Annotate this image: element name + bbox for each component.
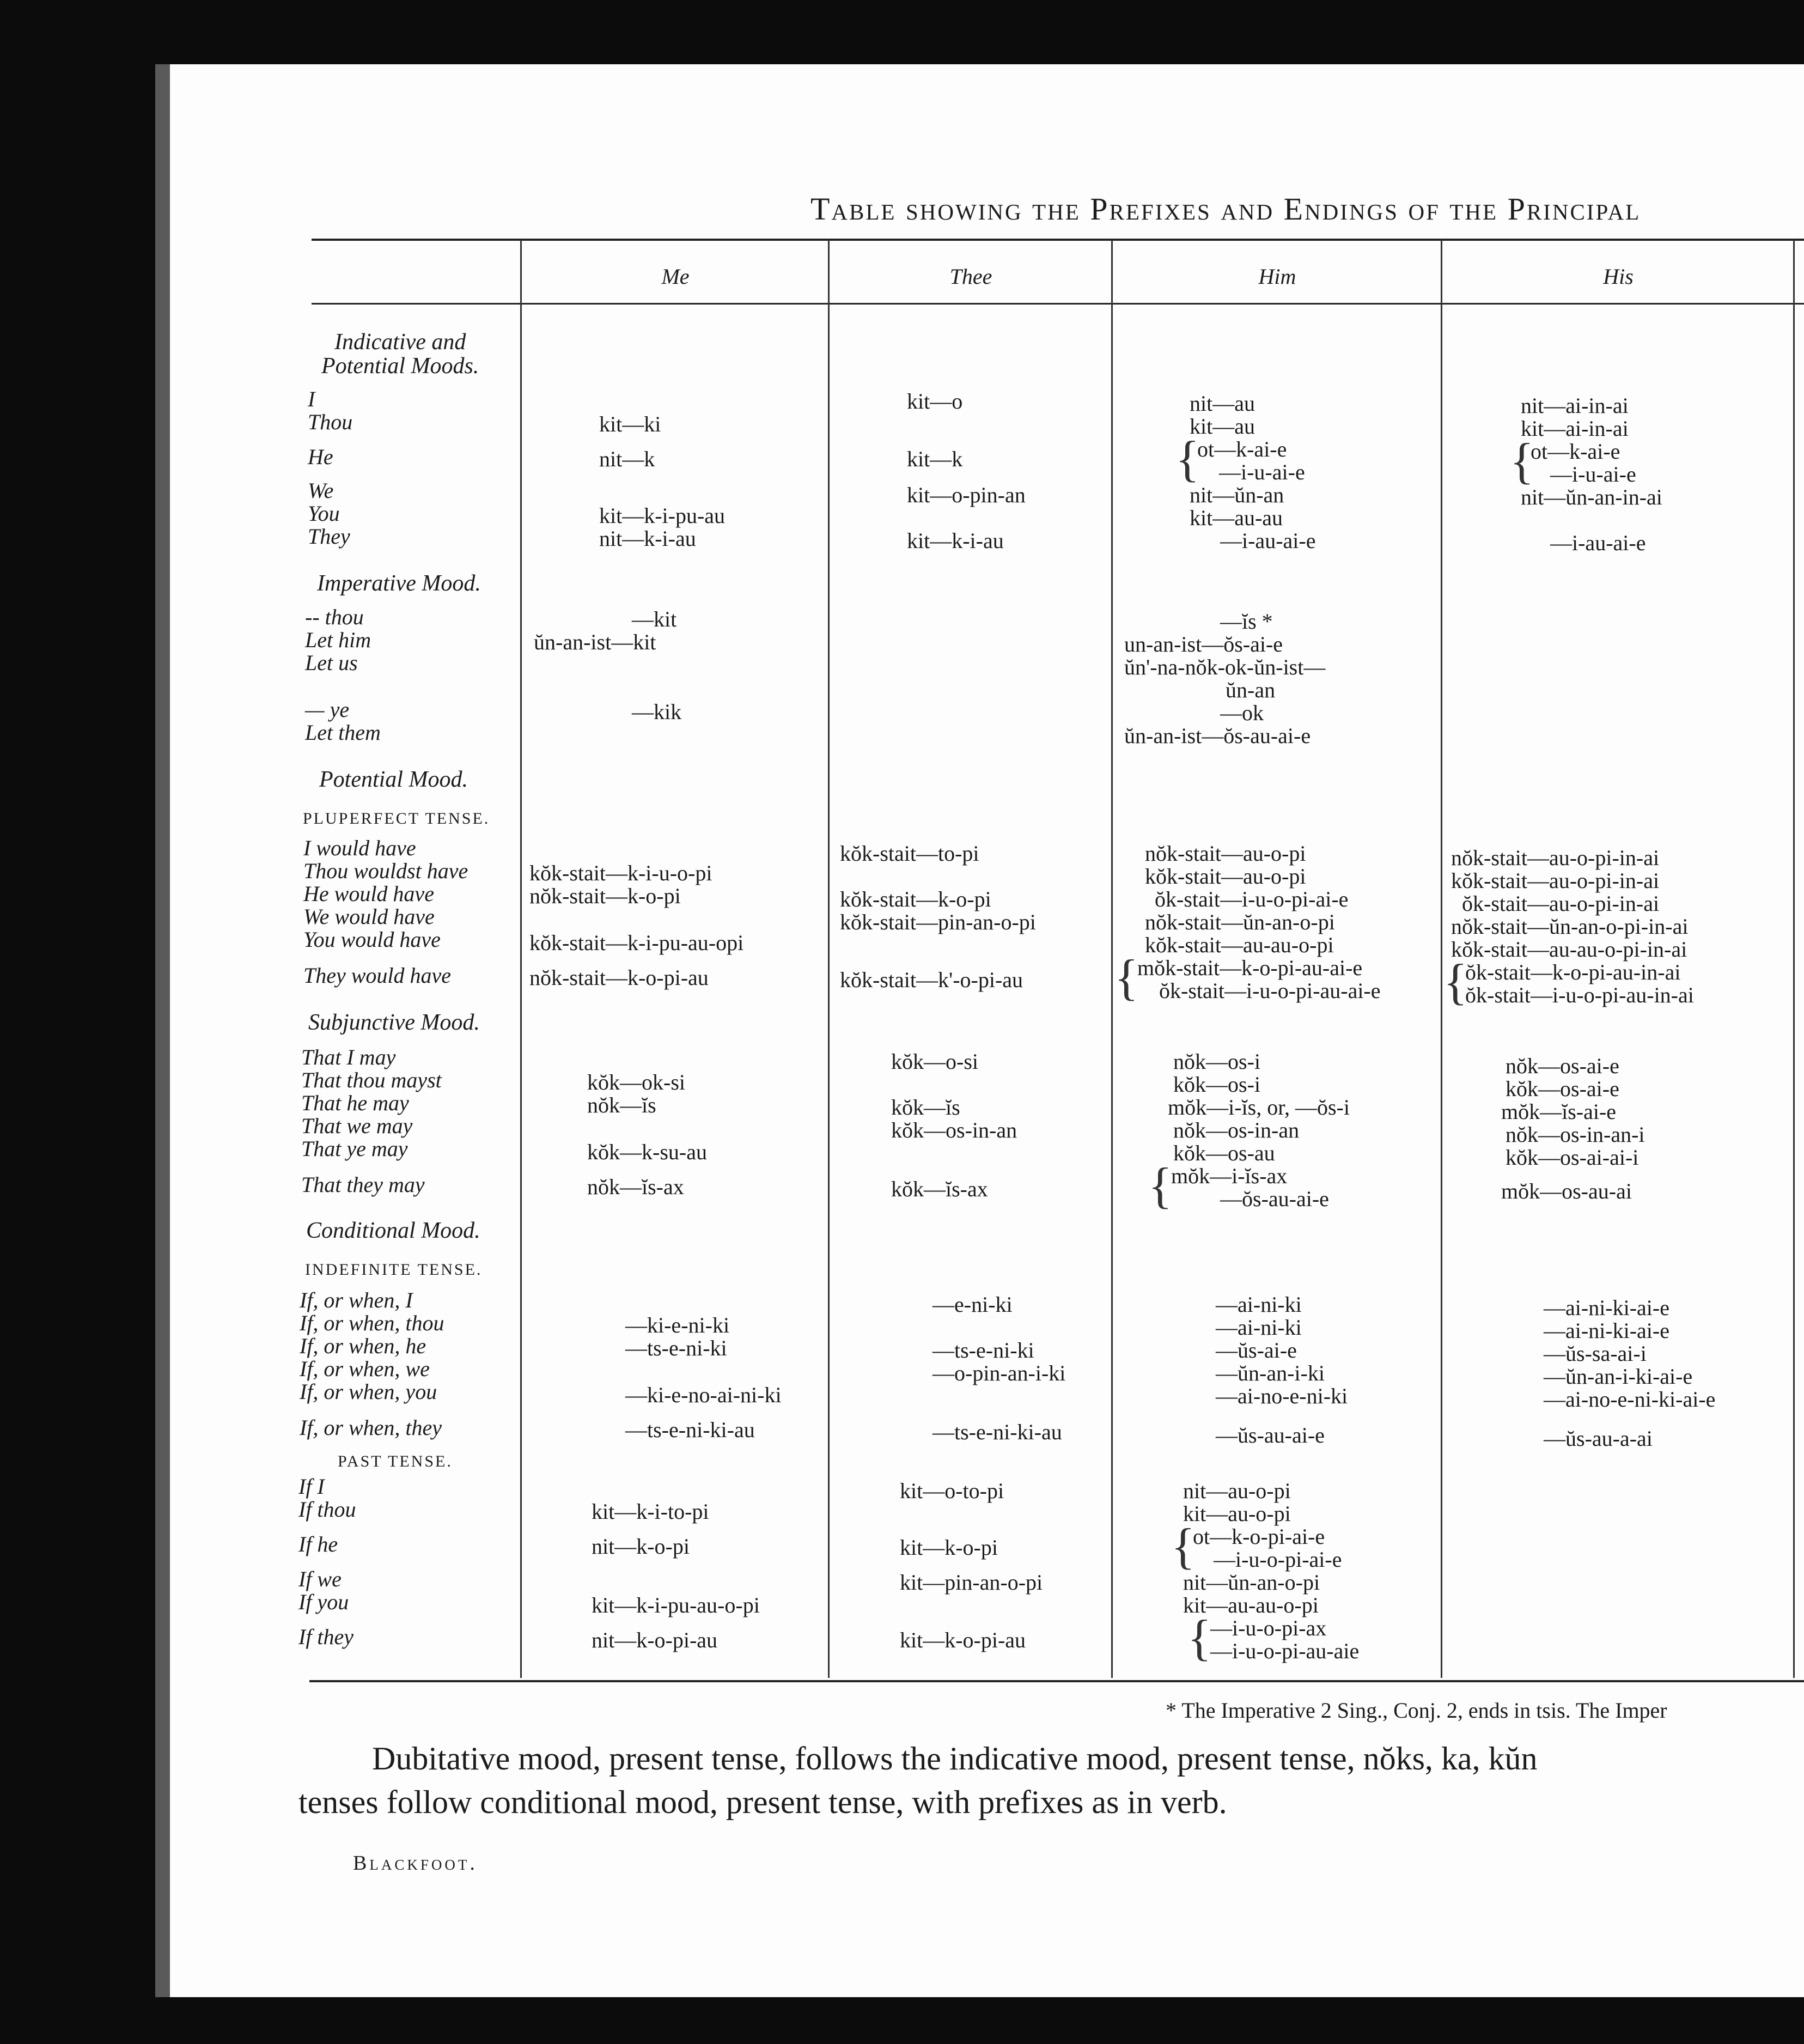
table-cell: —i-au-ai-e	[1220, 528, 1316, 553]
table-cell: mŏk—os-au-ai	[1501, 1179, 1632, 1203]
table-cell: nŏk-stait—au-o-pi-in-ai	[1451, 845, 1660, 870]
column-divider	[1441, 240, 1442, 1678]
brace-symbol: {	[1171, 1518, 1196, 1574]
table-cell: kit—o-pin-an	[907, 483, 1026, 507]
column-divider	[828, 240, 830, 1678]
row-label: You would have	[303, 927, 441, 952]
table-cell: nŏk—os-in-an-i	[1506, 1122, 1645, 1147]
table-cell: kit—o	[907, 389, 963, 413]
table-cell: nit—ŭn-an-o-pi	[1183, 1570, 1320, 1595]
table-cell: nŏk-stait—ŭn-an-o-pi-in-ai	[1451, 914, 1689, 939]
table-cell: kit—o-to-pi	[900, 1479, 1004, 1503]
section-heading-potential: Potential Mood.	[319, 767, 468, 792]
row-label: -- thou	[305, 605, 364, 629]
row-label: If you	[298, 1590, 349, 1614]
table-cell: —i-u-o-pi-au-aie	[1210, 1639, 1360, 1663]
table-cell: mŏk—i-ĭs-ax	[1171, 1164, 1288, 1188]
row-label: He	[308, 445, 333, 469]
table-cell: mŏk-stait—k-o-pi-au-ai-e	[1137, 956, 1363, 980]
table-cell: —ai-ni-ki	[1216, 1315, 1302, 1340]
table-cell: nit—ŭn-an	[1190, 483, 1284, 507]
header-rule	[312, 303, 1804, 305]
table-cell: kŏk-stait—au-au-o-pi-in-ai	[1451, 937, 1687, 962]
table-cell: —ai-ni-ki-ai-e	[1544, 1295, 1669, 1320]
table-cell: kit—pin-an-o-pi	[900, 1570, 1043, 1595]
table-cell: nŏk—ĭs-ax	[587, 1175, 684, 1199]
row-label: That they may	[301, 1172, 425, 1197]
table-cell: kit—k-i-pu-au-o-pi	[592, 1593, 760, 1617]
body-paragraph	[298, 1737, 1804, 1824]
table-cell: ŏk-stait—i-u-o-pi-au-ai-e	[1159, 978, 1381, 1003]
table-cell: kŏk—os-ai-ai-i	[1506, 1145, 1639, 1170]
row-label: If I	[298, 1474, 325, 1499]
page-title: Table showing the Prefixes and Endings of the Principal	[810, 191, 1641, 227]
table-cell: —ki-e-ni-ki	[625, 1313, 730, 1337]
row-label: If, or when, they	[300, 1415, 442, 1440]
table-cell: ŭn-an-ist—ŏs-au-ai-e	[1124, 723, 1311, 748]
table-cell: ŏk-stait—i-u-o-pi-ai-e	[1155, 887, 1349, 911]
table-cell: kit—k-i-to-pi	[592, 1499, 709, 1524]
table-cell: —o-pin-an-i-ki	[933, 1361, 1066, 1385]
table-cell: kŏk-stait—pin-an-o-pi	[840, 910, 1036, 934]
table-cell: kit—au-au	[1190, 506, 1283, 530]
brace-symbol: {	[1148, 1158, 1173, 1213]
row-label: If thou	[298, 1497, 356, 1522]
table-cell: nit—k-o-pi-au	[592, 1628, 718, 1652]
row-label: That ye may	[301, 1136, 408, 1161]
table-cell: kit—k-o-pi	[900, 1535, 998, 1560]
brace-symbol: {	[1443, 954, 1468, 1009]
page-signature: Blackfoot.	[353, 1852, 478, 1875]
table-cell: —ŭs-au-a-ai	[1544, 1426, 1653, 1451]
row-label: That thou mayst	[301, 1068, 442, 1092]
row-label: — ye	[305, 697, 350, 722]
column-header-his: His	[1603, 264, 1634, 289]
brace-symbol: {	[1187, 1610, 1212, 1665]
row-label: If, or when, thou	[300, 1311, 444, 1335]
table-cell: nŏk-stait—k-o-pi-au	[529, 965, 709, 990]
page-edge	[155, 64, 172, 1997]
row-label: If, or when, he	[300, 1334, 426, 1358]
table-cell: —ai-no-e-ni-ki-ai-e	[1544, 1387, 1716, 1412]
paragraph-line: Dubitative mood, present tense, follows the indicative mood, present tense, nŏks, ka, kŭn	[372, 1741, 1538, 1777]
table-cell: kit—k-i-au	[907, 528, 1004, 553]
row-label: We	[308, 478, 334, 503]
column-divider	[1793, 240, 1795, 1678]
table-cell: kŏk—os-au	[1173, 1141, 1275, 1165]
table-cell: —ts-e-ni-ki	[933, 1338, 1034, 1362]
microfilm-border-bottom	[0, 1997, 1804, 2044]
table-cell: nŏk—ĭs	[587, 1093, 656, 1117]
brace-symbol: {	[1510, 433, 1534, 489]
row-label: They would have	[303, 963, 452, 988]
table-cell: —i-au-ai-e	[1550, 531, 1646, 555]
table-cell: kit—au	[1190, 414, 1255, 439]
tense-heading-past: PAST TENSE.	[338, 1452, 453, 1470]
tense-heading-pluperfect: PLUPERFECT TENSE.	[303, 810, 490, 828]
table-cell: nit—k-o-pi	[592, 1534, 690, 1559]
row-label: You	[308, 501, 340, 526]
table-cell: —ŭs-au-ai-e	[1216, 1423, 1325, 1447]
table-cell: —kit	[632, 607, 677, 631]
footnote: * The Imperative 2 Sing., Conj. 2, ends in tsis. The Imper	[1166, 1698, 1667, 1723]
table-cell: nit—ai-in-ai	[1521, 393, 1629, 418]
table-cell: kŏk-stait—k-o-pi	[840, 887, 991, 911]
row-label: If, or when, we	[300, 1356, 430, 1381]
table-cell: —i-u-o-pi-ax	[1210, 1616, 1327, 1640]
table-cell: kit—ai-in-ai	[1521, 416, 1629, 441]
table-cell: nŏk-stait—k-o-pi	[529, 884, 681, 908]
table-top-rule	[312, 239, 1804, 241]
table-cell: kŏk-stait—k-i-pu-au-opi	[529, 930, 744, 955]
table-cell: kŏk—k-su-au	[587, 1140, 707, 1164]
row-label: Thou	[308, 410, 353, 434]
table-cell: —ok	[1220, 701, 1264, 725]
table-cell: —ŭn-an-i-ki	[1216, 1361, 1325, 1385]
microfilm-border-top	[0, 0, 1804, 64]
row-label: That he may	[301, 1091, 409, 1115]
table-cell: ot—k-ai-e	[1531, 439, 1620, 464]
table-cell: nŏk—os-ai-e	[1506, 1054, 1619, 1078]
row-label: If, or when, I	[300, 1288, 413, 1312]
table-cell: —e-ni-ki	[933, 1292, 1013, 1317]
brace-symbol: {	[1175, 431, 1200, 486]
table-cell: kŏk—ĭs-ax	[891, 1177, 988, 1201]
row-label: That we may	[301, 1114, 413, 1138]
section-heading-imperative: Imperative Mood.	[317, 571, 481, 596]
table-cell: —kik	[632, 699, 682, 724]
table-cell: un-an-ist—ŏs-ai-e	[1124, 632, 1283, 656]
table-cell: —ai-ni-ki	[1216, 1292, 1302, 1317]
table-cell: ŭn'-na-nŏk-ok-ŭn-ist—	[1124, 655, 1326, 679]
table-cell: nit—k-i-au	[599, 526, 696, 551]
section-heading-indicative: Indicative and Potential Moods.	[321, 330, 479, 379]
column-header-me: Me	[661, 264, 690, 289]
table-cell: kŏk-stait—au-o-pi-in-ai	[1451, 868, 1660, 893]
table-cell: kit—au-o-pi	[1183, 1501, 1291, 1526]
table-cell: ŏk-stait—i-u-o-pi-au-in-ai	[1465, 983, 1694, 1007]
table-cell: —ts-e-ni-ki-au	[933, 1420, 1062, 1444]
row-label: I	[308, 387, 315, 411]
table-cell: kit—k-o-pi-au	[900, 1628, 1026, 1652]
table-cell: —ai-ni-ki-ai-e	[1544, 1318, 1669, 1343]
table-cell: kŏk-stait—k'-o-pi-au	[840, 968, 1023, 992]
table-cell: kŏk—ok-si	[587, 1070, 685, 1094]
table-cell: nŏk—os-in-an	[1173, 1118, 1300, 1142]
table-cell: nŏk—os-i	[1173, 1049, 1260, 1074]
table-cell: ŏk-stait—k-o-pi-au-in-ai	[1465, 960, 1681, 984]
row-label: If, or when, you	[300, 1379, 437, 1404]
table-cell: —ŏs-au-ai-e	[1220, 1187, 1329, 1211]
table-cell: kit—k	[907, 447, 963, 471]
column-header-thee: Thee	[949, 264, 992, 289]
table-cell: nŏk-stait—au-o-pi	[1145, 841, 1306, 866]
table-bottom-rule	[309, 1680, 1804, 1682]
table-cell: kŏk-stait—k-i-u-o-pi	[529, 861, 712, 885]
column-divider	[1111, 240, 1113, 1678]
row-label: That I may	[301, 1045, 396, 1069]
row-label: Let them	[305, 720, 381, 745]
table-cell: —ts-e-ni-ki	[625, 1336, 727, 1360]
table-cell: —ts-e-ni-ki-au	[625, 1418, 755, 1442]
table-cell: kŏk—os-in-an	[891, 1118, 1017, 1142]
table-cell: —i-u-o-pi-ai-e	[1214, 1547, 1342, 1572]
row-label: Let us	[305, 650, 358, 675]
table-cell: ot—k-ai-e	[1197, 437, 1287, 461]
row-label: Let him	[305, 628, 371, 652]
row-label: We would have	[303, 904, 435, 929]
table-cell: kŏk—ĭs	[891, 1095, 960, 1120]
table-cell: kit—ki	[599, 412, 661, 436]
section-heading-subjunctive: Subjunctive Mood.	[308, 1010, 480, 1035]
row-label: Thou wouldst have	[303, 859, 468, 883]
table-cell: kit—k-i-pu-au	[599, 503, 726, 528]
table-cell: ŭn-an-ist—kit	[534, 630, 656, 654]
table-cell: —ĭs *	[1220, 609, 1273, 634]
table-cell: ŭn-an	[1226, 678, 1276, 702]
column-divider	[520, 240, 522, 1678]
row-label: They	[308, 524, 350, 549]
table-cell: kŏk-stait—au-au-o-pi	[1145, 933, 1334, 957]
table-cell: —ki-e-no-ai-ni-ki	[625, 1383, 782, 1407]
table-cell: —i-u-ai-e	[1550, 462, 1636, 486]
paragraph-line: tenses follow conditional mood, present tense, with prefixes as in verb.	[298, 1784, 1227, 1820]
table-cell: kŏk—o-si	[891, 1049, 978, 1074]
table-cell: kŏk—os-i	[1173, 1072, 1260, 1097]
table-cell: nit—k	[599, 447, 655, 471]
table-cell: nit—au-o-pi	[1183, 1479, 1291, 1503]
table-cell: —ai-no-e-ni-ki	[1216, 1384, 1348, 1408]
table-cell: kŏk—os-ai-e	[1506, 1076, 1619, 1101]
table-cell: ot—k-o-pi-ai-e	[1193, 1524, 1325, 1549]
row-label: I would have	[303, 836, 416, 860]
table-cell: nit—ŭn-an-in-ai	[1521, 485, 1662, 509]
table-cell: —i-u-ai-e	[1219, 460, 1305, 484]
column-header-him: Him	[1258, 264, 1296, 289]
table-cell: nŏk-stait—ŭn-an-o-pi	[1145, 910, 1335, 934]
row-label: He would have	[303, 881, 434, 906]
microfilm-border-left	[0, 0, 170, 2044]
row-label: If they	[298, 1625, 354, 1649]
table-cell: kŏk-stait—to-pi	[840, 841, 979, 866]
table-cell: —ŭs-sa-ai-i	[1544, 1341, 1647, 1366]
row-label: If he	[298, 1532, 338, 1556]
table-cell: kŏk-stait—au-o-pi	[1145, 864, 1306, 889]
section-heading-conditional: Conditional Mood.	[306, 1218, 480, 1243]
tense-heading-indefinite: INDEFINITE TENSE.	[305, 1261, 483, 1279]
table-cell: mŏk—ĭs-ai-e	[1501, 1099, 1617, 1124]
table-cell: —ŭs-ai-e	[1216, 1338, 1297, 1362]
table-cell: kit—au-au-o-pi	[1183, 1593, 1319, 1617]
table-cell: ŏk-stait—au-o-pi-in-ai	[1462, 891, 1660, 916]
table-cell: nit—au	[1190, 391, 1255, 416]
table-cell: —ŭn-an-i-ki-ai-e	[1544, 1364, 1693, 1389]
brace-symbol: {	[1114, 950, 1139, 1005]
table-cell: mŏk—i-ĭs, or, —ŏs-i	[1168, 1095, 1350, 1120]
row-label: If we	[298, 1567, 342, 1591]
